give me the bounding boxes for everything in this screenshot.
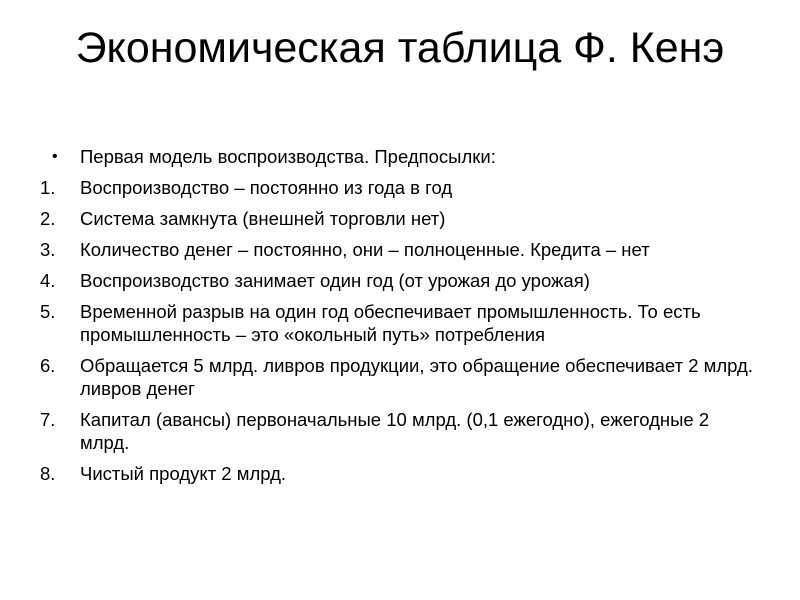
list-item-intro	[40, 145, 760, 168]
list-item-text: Воспроизводство – постоянно из года в год	[80, 177, 453, 198]
list-item-text: Воспроизводство занимает один год (от урожая до урожая)	[80, 270, 590, 291]
list-item-text: Система замкнута (внешней торговли нет)	[80, 208, 446, 229]
number-marker: 8.	[40, 463, 56, 484]
bullet-marker: •	[52, 148, 58, 165]
list-item-text: Капитал (авансы) первоначальные 10 млрд. (0,1 ежегодно), ежегодные 2 млрд.	[80, 409, 710, 453]
number-marker: 3.	[40, 239, 56, 260]
list-item-6	[40, 354, 760, 400]
list-item-text: Первая модель воспроизводства. Предпосылки:	[80, 146, 496, 167]
list-item-1	[40, 176, 760, 199]
number-marker: 5.	[40, 301, 56, 322]
number-marker: 2.	[40, 208, 56, 229]
slide-title: Экономическая таблица Ф. Кенэ	[75, 24, 725, 72]
list-item-5	[40, 300, 760, 346]
number-marker: 1.	[40, 177, 56, 198]
list-item-text: Количество денег – постоянно, они – полноценные. Кредита – нет	[80, 239, 650, 260]
content-list	[40, 145, 760, 493]
number-marker: 6.	[40, 355, 56, 376]
list-item-3	[40, 238, 760, 261]
list-item-4	[40, 269, 760, 292]
list-item-text: Временной разрыв на один год обеспечивает промышленность. То есть промышленность – это «окольный путь» потребления	[80, 301, 701, 345]
list-item-text: Обращается 5 млрд. ливров продукции, это обращение обеспечивает 2 млрд. ливров денег	[80, 355, 753, 399]
list-item-7	[40, 408, 760, 454]
number-marker: 7.	[40, 409, 56, 430]
list-item-text: Чистый продукт 2 млрд.	[80, 463, 287, 484]
list-item-2	[40, 207, 760, 230]
number-marker: 4.	[40, 270, 56, 291]
list-item-8	[40, 462, 760, 485]
